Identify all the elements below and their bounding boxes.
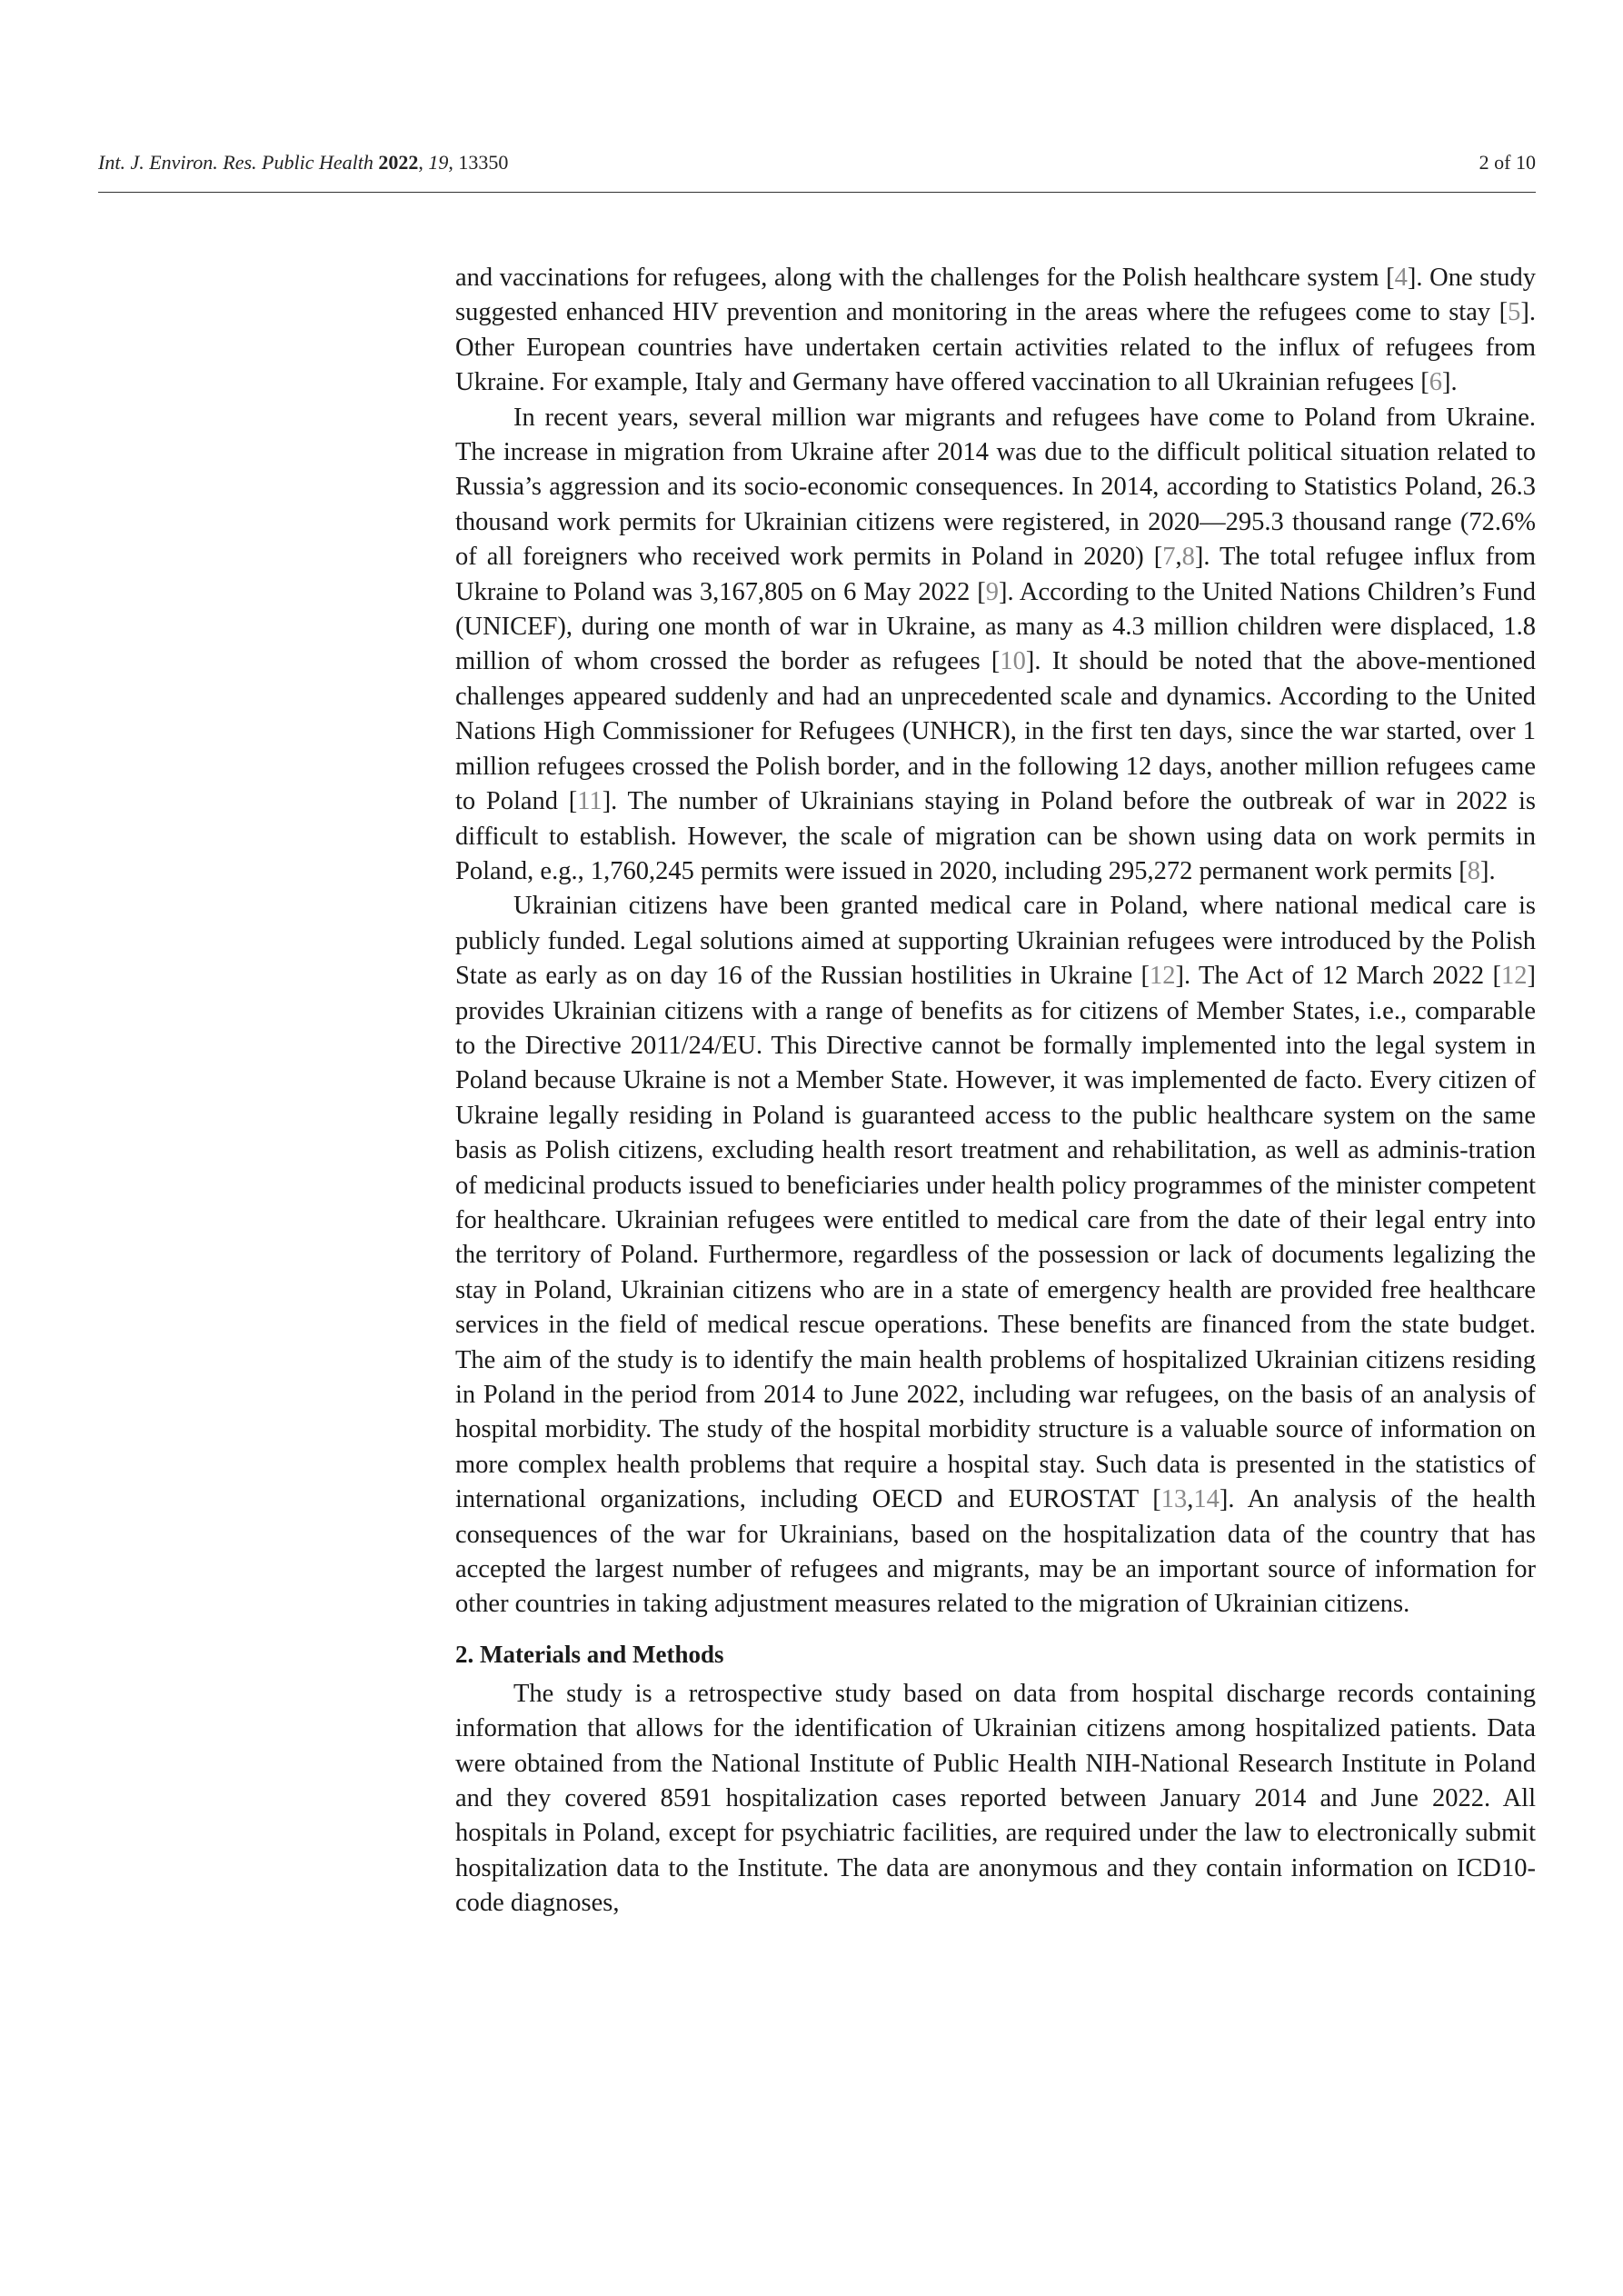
citation-link[interactable]: 9 xyxy=(985,577,1000,606)
journal-volume: 19 xyxy=(428,151,449,174)
citation-link[interactable]: 10 xyxy=(1000,647,1026,676)
paragraph-1: and vaccinations for refugees, along with the challenges for the Polish healthcare system [4]. One study suggested enhanced HIV prevention and monitoring in the areas where the refugees come to stay [5]. Other European countries have undertaken certain activities related to the influx of refugees from Ukraine. For example, Italy and Germany have offered vaccination to all Ukrainian refugees [6]. xyxy=(455,264,1536,397)
citation-link[interactable]: 5 xyxy=(1508,298,1521,327)
citation-link[interactable]: 8 xyxy=(1467,856,1480,885)
citation-link[interactable]: 11 xyxy=(577,787,602,816)
running-header xyxy=(98,151,1536,175)
paragraph-2: In recent years, several million war migrants and refugees have come to Poland from Ukraine. The increase in migration from Ukraine after 2014 was due to the difficult political situation related to Russia’s aggression and its socio-economic consequences. In 2014, according to Statistics Poland, 26.3 thousand work permits for Ukrainian citizens were registered, in 2020—295.3 thousand range (72.6% of all foreigners who received work permits in Poland in 2020) [7,8]. The total refugee influx from Ukraine to Poland was 3,167,805 on 6 May 2022 [9]. According to the United Nations Children’s Fund (UNICEF), during one month of war in Ukraine, as many as 4.3 million children were displaced, 1.8 million of whom crossed the border as refugees [10]. It should be noted that the above-mentioned challenges appeared suddenly and had an unprecedented scale and dynamics. According to the United Nations High Commissioner for Refugees (UNHCR), in the first ten days, since the war started, over 1 million refugees crossed the Polish border, and in the following 12 days, another million refugees came to Poland [11]. The number of Ukrainians staying in Poland before the outbreak of war in 2022 is difficult to establish. However, the scale of migration can be shown using data on work permits in Poland, e.g., 1,760,245 permits were issued in 2020, including 295,272 permanent work permits [8]. xyxy=(455,403,1537,885)
citation-link[interactable]: 14 xyxy=(1193,1485,1220,1514)
section-heading: 2. Materials and Methods xyxy=(455,1640,724,1668)
header-rule xyxy=(98,192,1536,193)
journal-citation: Int. J. Environ. Res. Public Health 2022, 19, 13350 xyxy=(98,151,509,174)
citation-link[interactable]: 13 xyxy=(1160,1485,1188,1514)
journal-year: 2022 xyxy=(378,151,419,174)
article-body xyxy=(455,261,1536,1922)
citation-link[interactable]: 6 xyxy=(1429,368,1442,397)
citation-link[interactable]: 4 xyxy=(1394,264,1408,292)
citation-link[interactable]: 12 xyxy=(1501,962,1528,991)
page-number: 2 of 10 xyxy=(1479,151,1536,174)
citation-link[interactable]: 8 xyxy=(1181,543,1195,572)
paragraph-3: Ukrainian citizens have been granted medical care in Poland, where national medical care is publicly funded. Legal solutions aimed at supporting Ukrainian refugees were introduced by the Polish State as early as on day 16 of the Russian hostilities in Ukraine [12]. The Act of 12 March 2022 [12] provides Ukrainian citizens with a range of benefits as for citizens of Member States, i.e., comparable to the Directive 2011/24/EU. This Directive cannot be formally implemented into the legal system in Poland because Ukraine is not a Member State. However, it was implemented de facto. Every citizen of Ukraine legally residing in Poland is guaranteed access to the public healthcare system on the same basis as Polish citizens, excluding health resort treatment and rehabilitation, as well as adminis-tration of medicinal products issued to beneficiaries under health policy programmes of the minister competent for healthcare. Ukrainian refugees were entitled to medical care from the date of their legal entry into the territory of Poland. Furthermore, regardless of the possession or lack of documents legalizing the stay in Poland, Ukrainian citizens who are in a state of emergency health are provided free healthcare services in the field of medical rescue operations. These benefits are financed from the state budget. The aim of the study is to identify the main health problems of hospitalized Ukrainian citizens residing in Poland in the period from 2014 to June 2022, including war refugees, on the basis of an analysis of hospital morbidity. The study of the hospital morbidity structure is a valuable source of information on more complex health problems that require a hospital stay. Such data is presented in the statistics of international organizations, including OECD and EUROSTAT [13,14]. An analysis of the health consequences of the war for Ukrainians, based on the hospitalization data of the country that has accepted the largest number of refugees and migrants, may be an important source of information for other countries in taking adjustment measures related to the migration of Ukrainian citizens. xyxy=(455,892,1536,1619)
paragraph-4: The study is a retrospective study based on data from hospital discharge records containing information that allows for the identification of Ukrainian citizens among hospitalized patients. Data were obtained from the National Institute of Public Health NIH-National Research Institute in Poland and they covered 8591 hospitalization cases reported between January 2014 and June 2022. All hospitals in Poland, except for psychiatric facilities, are required under the law to electronically submit hospitalization data to the Institute. The data are anonymous and they contain information on ICD10-code diagnoses, xyxy=(455,1679,1536,1918)
article-number: 13350 xyxy=(458,151,509,174)
citation-link[interactable]: 12 xyxy=(1150,962,1176,991)
citation-link[interactable]: 7 xyxy=(1162,543,1176,572)
journal-name: Int. J. Environ. Res. Public Health xyxy=(98,151,373,174)
